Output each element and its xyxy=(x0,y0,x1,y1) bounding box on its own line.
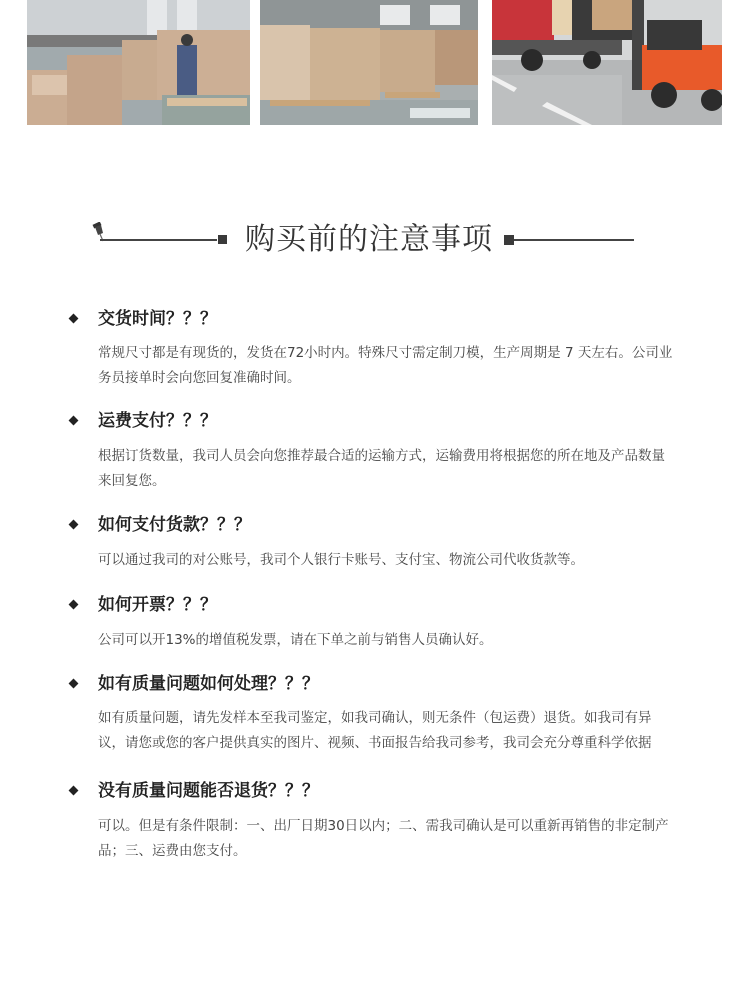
title-square-left xyxy=(218,235,227,244)
faq-question-text: 没有质量问题能否退货？？？ xyxy=(98,781,319,801)
faq-question-text: 如何开票？？？ xyxy=(98,595,217,615)
faq-answer: 可以通过我司的对公账号，我司个人银行卡账号、支付宝、物流公司代收货款等。 xyxy=(98,552,584,568)
faq-answer: 常规尺寸都是有现货的，发货在72小时内。特殊尺寸需定制刀模，生产周期是 7 天左右。公司业务员接单时会向您回复准确时间。 xyxy=(98,345,673,386)
faq-answer: 如有质量问题，请先发样本至我司鉴定，如我司确认，则无条件（包运费）退货。如我司有异议，请您或您的客户提供真实的图片、视频、书面报告给我司参考，我司会充分尊重科学依据 xyxy=(98,710,652,751)
diamond-bullet-icon xyxy=(69,600,79,610)
title-divider-right xyxy=(514,239,634,241)
diamond-bullet-icon xyxy=(69,520,79,530)
diamond-bullet-icon xyxy=(69,416,79,426)
photo-strip xyxy=(0,0,750,125)
photo-truck-forklift xyxy=(492,0,722,125)
faq-question-text: 运费支付？？？ xyxy=(98,411,217,431)
section-title-row xyxy=(0,218,750,262)
faq-answer: 可以。但是有条件限制：一、出厂日期30日以内；二、需我司确认是可以重新再销售的非定制产品；三、运费由您支付。 xyxy=(98,818,669,859)
diamond-bullet-icon xyxy=(69,786,79,796)
faq-answer: 根据订货数量，我司人员会向您推荐最合适的运输方式，运输费用将根据您的所在地及产品数量来回复您。 xyxy=(98,448,665,489)
diamond-bullet-icon xyxy=(69,314,79,324)
photo-warehouse-worker xyxy=(27,0,250,125)
diamond-bullet-icon xyxy=(69,679,79,689)
section-title: 购买前的注意事项 xyxy=(245,222,493,257)
title-divider-left xyxy=(100,239,217,241)
faq-question-text: 如有质量问题如何处理？？？ xyxy=(98,674,319,694)
faq-answer: 公司可以开13%的增值税发票，请在下单之前与销售人员确认好。 xyxy=(98,632,493,648)
faq-question-text: 如何支付货款？？？ xyxy=(98,515,251,535)
faq-question-text: 交货时间？？？ xyxy=(98,309,217,329)
photo-stacked-pallets xyxy=(260,0,478,125)
title-square-right xyxy=(504,235,514,245)
